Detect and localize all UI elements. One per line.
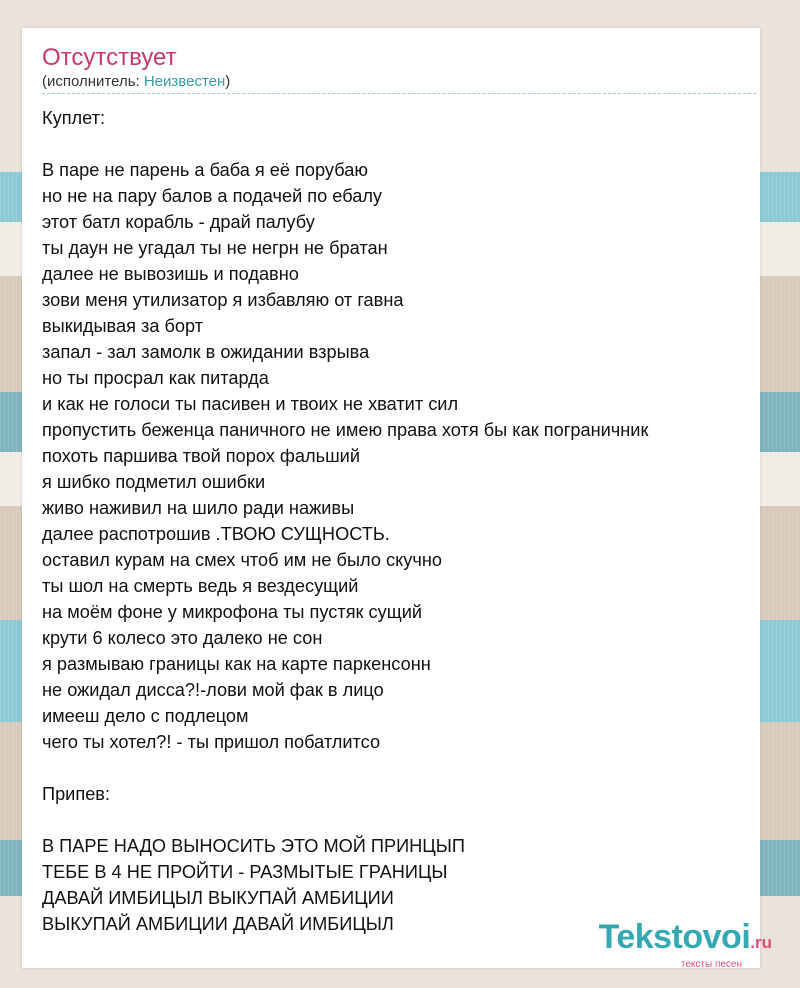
verse-label: Куплет:: [42, 108, 106, 128]
lyric-line: далее не вывозишь и подавно: [42, 264, 299, 284]
lyric-line: ты шол на смерть ведь я вездесущий: [42, 576, 359, 596]
lyric-line: зови меня утилизатор я избавляю от гавна: [42, 290, 404, 310]
lyric-line: на моём фоне у микрофона ты пустяк сущий: [42, 602, 423, 622]
title-divider: [42, 93, 756, 94]
lyrics-text: [42, 105, 648, 937]
chorus-label: Припев:: [42, 784, 111, 804]
lyric-line: живо наживил на шило ради наживы: [42, 498, 355, 518]
lyric-line: далее распотрошив .ТВОЮ СУЩНОСТЬ.: [42, 524, 390, 544]
chorus-line: ДАВАЙ ИМБИЦЫЛ ВЫКУПАЙ АМБИЦИИ: [42, 888, 394, 908]
lyric-line: крути 6 колесо это далеко не сон: [42, 628, 323, 648]
song-title: Отсутствует: [42, 44, 177, 71]
lyric-line: запал - зал замолк в ожидании взрыва: [42, 342, 370, 362]
lyric-line: я шибко подметил ошибки: [42, 472, 266, 492]
lyric-line: ты даун не угадал ты не негрн не братан: [42, 238, 388, 258]
blank-line: [42, 131, 648, 157]
logo-main-text: Tekstovoi: [598, 918, 751, 956]
lyric-line: этот батл корабль - драй палубу: [42, 212, 315, 232]
artist-suffix: ): [225, 73, 231, 90]
artist-prefix: (исполнитель:: [42, 73, 144, 90]
lyric-line: имееш дело с подлецом: [42, 706, 249, 726]
lyric-line: но не на пару балов а подачей по ебалу: [42, 186, 383, 206]
artist-link[interactable]: Неизвестен: [143, 73, 226, 90]
lyric-line: В паре не парень а баба я её порубаю: [42, 160, 368, 180]
lyric-line: пропустить беженца паничного не имею права хотя бы как пограничник: [42, 420, 649, 440]
lyric-line: оставил курам на смех чтоб им не было скучно: [42, 550, 443, 570]
tekstovoi-logo[interactable]: [599, 920, 772, 970]
artist-line: [42, 73, 230, 91]
chorus-line: В ПАРЕ НАДО ВЫНОСИТЬ ЭТО МОЙ ПРИНЦЫП: [42, 836, 465, 856]
logo-tagline: тексты песен: [680, 959, 742, 970]
lyric-line: и как не голоси ты пасивен и твоих не хватит сил: [42, 394, 459, 414]
logo-wordmark: [599, 920, 772, 960]
logo-tld: .ru: [750, 933, 772, 952]
blank-line: [42, 807, 648, 833]
lyric-line: я размываю границы как на карте паркенсонн: [42, 654, 431, 674]
lyric-line: выкидывая за борт: [42, 316, 204, 336]
lyrics-card: [22, 28, 760, 968]
lyric-line: но ты просрал как питарда: [42, 368, 269, 388]
lyric-line: чего ты хотел?! - ты пришол побатлитсо: [42, 732, 381, 752]
chorus-line: ТЕБЕ В 4 НЕ ПРОЙТИ - РАЗМЫТЫЕ ГРАНИЦЫ: [42, 862, 448, 882]
chorus-line: ВЫКУПАЙ АМБИЦИИ ДАВАЙ ИМБИЦЫЛ: [42, 914, 394, 934]
lyric-line: похоть паршива твой порох фальший: [42, 446, 361, 466]
blank-line: [42, 755, 648, 781]
lyric-line: не ожидал дисса?!-лови мой фак в лицо: [42, 680, 384, 700]
